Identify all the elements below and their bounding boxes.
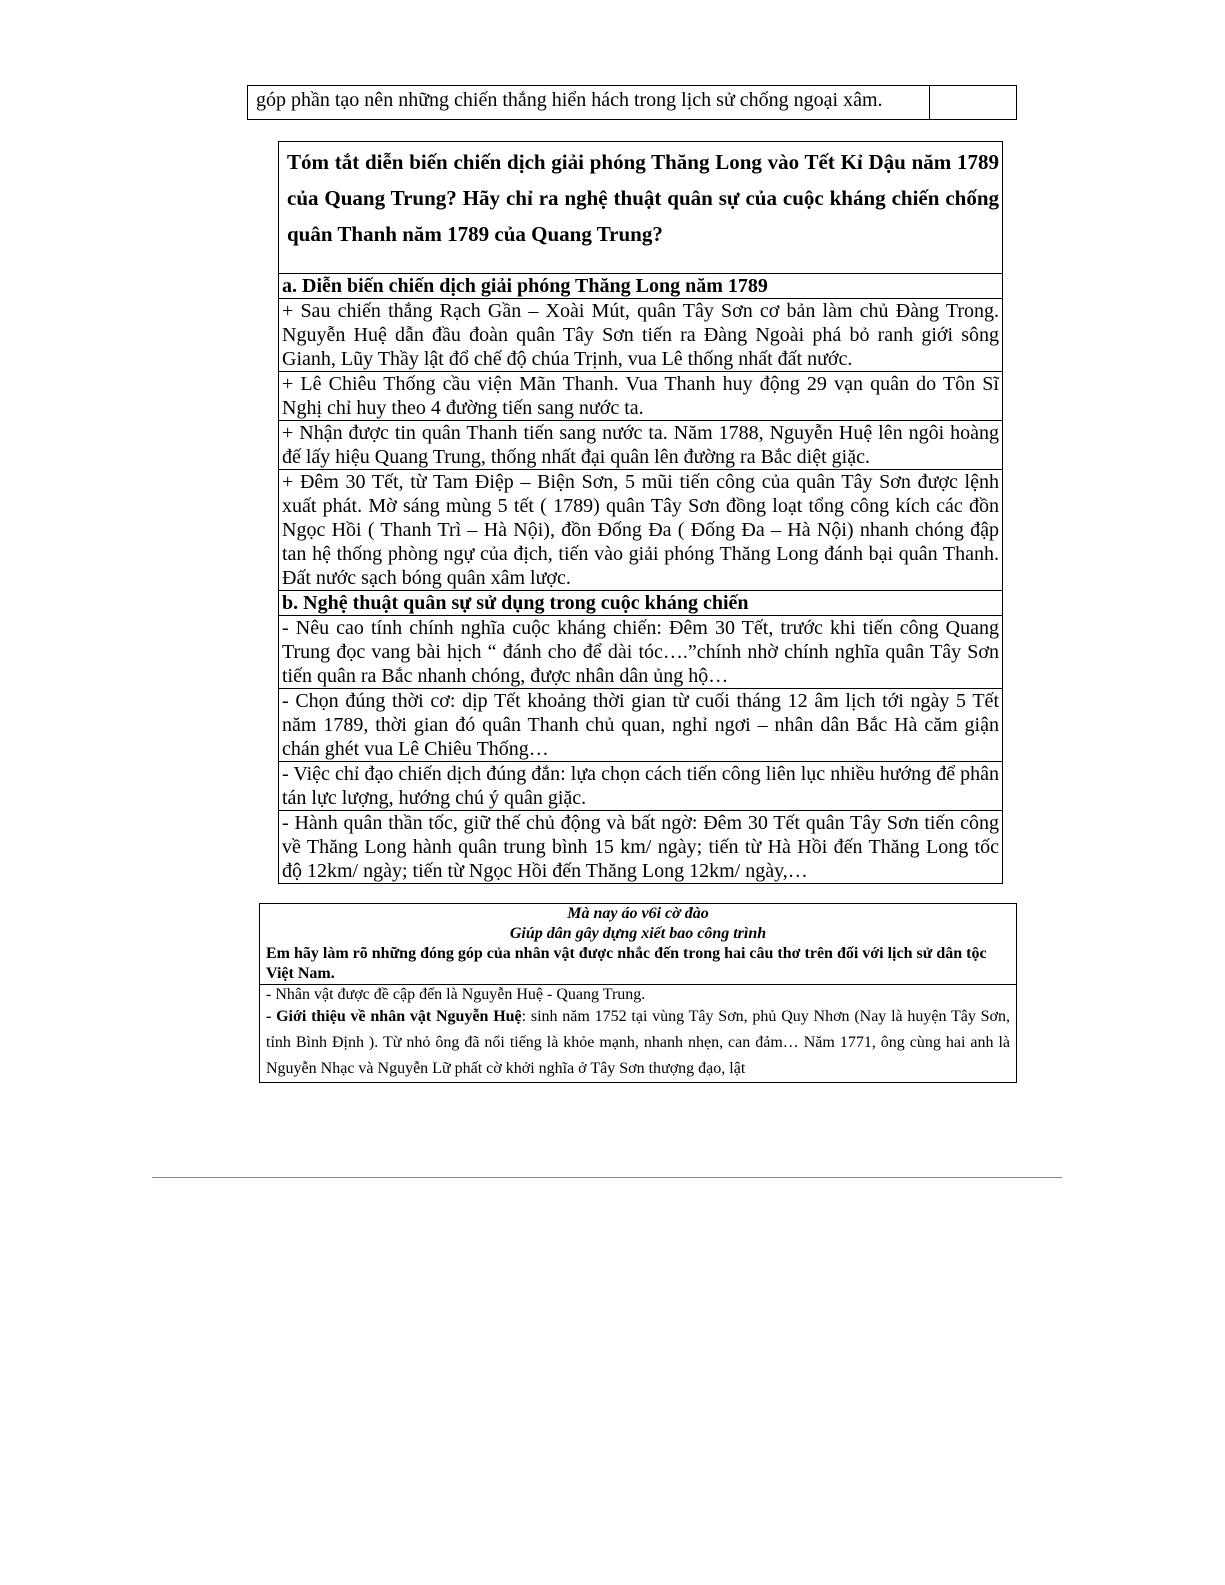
poem-line: Mà nay áo v6i cờ đào	[567, 905, 709, 922]
table-row	[260, 985, 1017, 1083]
heading-b: b. Nghệ thuật quân sự sử dụng trong cuộc kháng chiến	[279, 591, 1003, 616]
art-item: - Việc chỉ đạo chiến dịch đúng đắn: lựa chọn cách tiến công liên lục nhiều hướng để phân tán lực lượng, hướng chú ý quân giặc.	[279, 762, 1003, 811]
answer-cell	[260, 985, 1017, 1083]
table-row	[279, 274, 1003, 299]
event-item: + Sau chiến thắng Rạch Gần – Xoài Mút, quân Tây Sơn cơ bản làm chủ Đàng Trong. Nguyễn Huệ dẫn đầu đoàn quân Tây Sơn tiến ra Đàng Ngoài phá bỏ ranh giới sông Gianh, Lũy Thầy lật đổ chế độ chúa Trịnh, vua Lê thống nhất đất nước.	[279, 299, 1003, 372]
intro-text: : sinh năm 1752 tại vùng Tây Sơn, phủ Quy Nhơn (Nay là huyện Tây Sơn, tỉnh Bình Định ). Từ nhỏ ông đã nổi tiếng là khỏe mạnh, nhanh nhẹn, can đảm… Năm 1771, ông cùng hai anh là Nguyễn Nhạc và Nguyễn Lữ phất cờ khởi nghĩa ở Tây Sơn thượng đạo, lật	[266, 1008, 1011, 1077]
table-row	[279, 811, 1003, 884]
art-item: - Hành quân thần tốc, giữ thế chủ động và bất ngờ: Đêm 30 Tết quân Tây Sơn tiến công về Thăng Long hành quân trung bình 15 km/ ngày; tiến từ Hà Hồi đến Thăng Long tốc độ 12km/ ngày; tiến từ Ngọc Hồi đến Thăng Long 12km/ ngày,…	[279, 811, 1003, 884]
table-row	[279, 299, 1003, 372]
event-item: + Đêm 30 Tết, từ Tam Điệp – Biện Sơn, 5 mũi tiến công của quân Tây Sơn được lệnh xuất phát. Mờ sáng mùng 5 tết ( 1789) quân Tây Sơn đồng loạt tổng công kích các đồn Ngọc Hồi ( Thanh Trì – Hà Nội), đồn Đống Đa ( Đống Đa – Hà Nội) nhanh chóng đập tan hệ thống phòng ngự của địch, tiến vào giải phóng Thăng Long đánh bại quân Thanh. Đất nước sạch bóng quân xâm lược.	[279, 470, 1003, 591]
table-row	[248, 86, 1017, 120]
event-item: + Nhận được tin quân Thanh tiến sang nước ta. Năm 1788, Nguyễn Huệ lên ngôi hoàng đế lấy hiệu Quang Trung, thống nhất đại quân lên đường ra Bắc diệt giặc.	[279, 421, 1003, 470]
table-nguyen-hue	[259, 903, 1017, 1083]
table-row	[260, 904, 1017, 985]
question-text: Em hãy làm rõ những đóng góp của nhân vật được nhắc đến trong hai câu thơ trên đối với lịch sử dân tộc Việt Nam.	[266, 945, 987, 982]
table-row	[279, 142, 1003, 274]
table-row	[279, 762, 1003, 811]
art-item: - Chọn đúng thời cơ: dịp Tết khoảng thời gian từ cuối tháng 12 âm lịch tới ngày 5 Tết năm 1789, thời gian đó quân Thanh chủ quan, nghỉ ngơi – nhân dân Bắc Hà căm giận chán ghét vua Lê Chiêu Thống…	[279, 689, 1003, 762]
table-row	[279, 372, 1003, 421]
table-cell-empty	[930, 86, 1017, 120]
intro-paragraph	[266, 1004, 1010, 1082]
table-row	[279, 591, 1003, 616]
question-cell	[260, 904, 1017, 985]
question-cell: Tóm tắt diễn biến chiến dịch giải phóng Thăng Long vào Tết Kỉ Dậu năm 1789 của Quang Trung? Hãy chỉ ra nghệ thuật quân sự của cuộc kháng chiến chống quân Thanh năm 1789 của Quang Trung?	[279, 142, 1003, 274]
table-row	[279, 421, 1003, 470]
table-row	[279, 470, 1003, 591]
table-cell-text: góp phần tạo nên những chiến thắng hiển hách trong lịch sử chống ngoại xâm.	[248, 86, 930, 120]
table-row	[279, 689, 1003, 762]
poem-line: Giúp dân gây dựng xiết bao công trình	[509, 925, 767, 942]
intro-label: - Giới thiệu về nhân vật Nguyễn Huệ	[266, 1008, 522, 1025]
event-item: + Lê Chiêu Thống cầu viện Mãn Thanh. Vua Thanh huy động 29 vạn quân do Tôn Sĩ Nghị chỉ huy theo 4 đường tiến sang nước ta.	[279, 372, 1003, 421]
table-continuation	[247, 85, 1017, 120]
art-item: - Nêu cao tính chính nghĩa cuộc kháng chiến: Đêm 30 Tết, trước khi tiến công Quang Trung đọc vang bài hịch “ đánh cho để dài tóc….”chính nhờ chính nghĩa quân Tây Sơn tiến quân ra Bắc nhanh chóng, được nhân dân ủng hộ…	[279, 616, 1003, 689]
answer-line: - Nhân vật được đề cập đến là Nguyễn Huệ - Quang Trung.	[266, 986, 646, 1003]
table-row	[279, 616, 1003, 689]
table-quang-trung-campaign	[278, 141, 1003, 884]
heading-a: a. Diễn biến chiến dịch giải phóng Thăng Long năm 1789	[279, 274, 1003, 299]
page-divider	[152, 1177, 1062, 1178]
